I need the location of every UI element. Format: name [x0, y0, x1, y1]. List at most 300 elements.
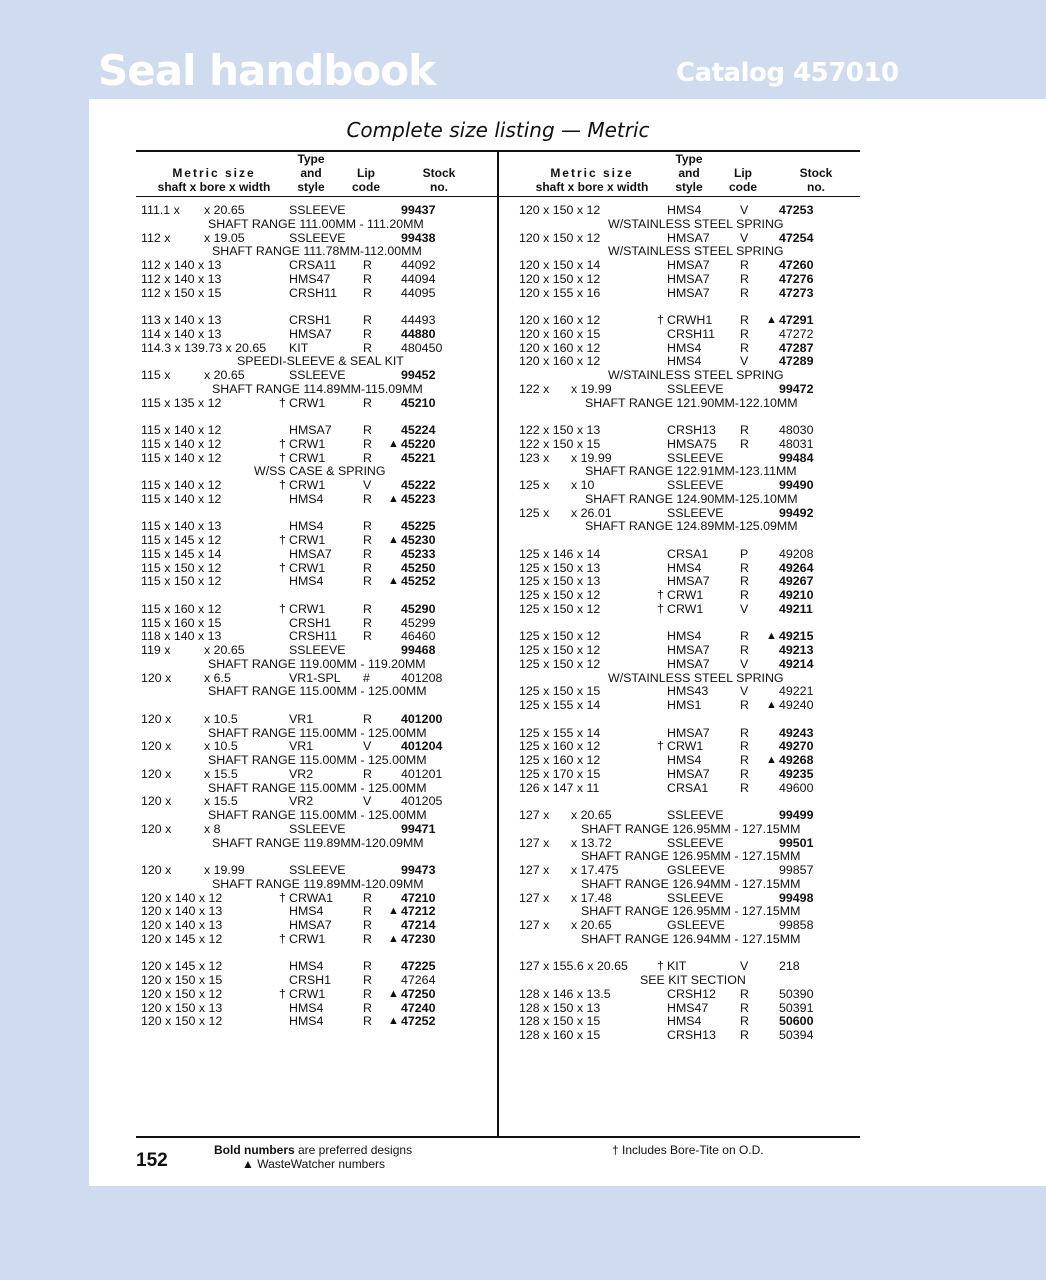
- table-row: [519, 328, 855, 342]
- table-row: [141, 328, 491, 342]
- lip-cell: R: [363, 533, 372, 547]
- style-cell: HMSA7: [289, 918, 332, 932]
- row-note: SHAFT RANGE 119.89MM-120.09MM: [212, 835, 424, 850]
- table-row: [141, 740, 491, 754]
- dagger-icon: †: [279, 890, 286, 905]
- style-cell: HMS4: [289, 1000, 324, 1015]
- note-row: [141, 355, 491, 369]
- style-cell: CRSH12: [667, 986, 716, 1001]
- size-cell: 120 x 140 x 12: [141, 890, 223, 905]
- style-cell: HMSA7: [667, 656, 710, 671]
- table-row: [519, 575, 855, 589]
- stock-cell: 99490: [779, 478, 814, 492]
- size-cell: 127 x: [519, 890, 550, 905]
- row-note: SHAFT RANGE 114.89MM-115.09MM: [212, 381, 423, 396]
- stock-no-label: no.: [430, 179, 448, 194]
- note-row: [141, 782, 491, 796]
- size-cell: 119 x: [141, 643, 171, 657]
- style-cell: HMS4: [667, 560, 702, 575]
- lip-label: Lip: [357, 166, 375, 180]
- metric-dims-label: shaft x bore x width: [157, 179, 271, 194]
- width-cell: x 20.65: [571, 808, 612, 822]
- note-row: [519, 905, 855, 919]
- size-cell: 128 x 150 x 13: [519, 1000, 601, 1015]
- style-cell: HMSA7: [667, 230, 710, 245]
- stock-cell: 45225: [401, 519, 436, 534]
- metric-size-label: Metric size: [172, 166, 256, 180]
- style-cell: SSLEEVE: [289, 230, 346, 245]
- lip-cell: R: [363, 546, 372, 561]
- lip-cell: R: [363, 258, 372, 272]
- note-row: [141, 809, 491, 823]
- dagger-icon: †: [279, 436, 286, 451]
- stock-cell: 480450: [401, 340, 443, 355]
- stock-cell: 45299: [401, 615, 436, 630]
- row-note: W/STAINLESS STEEL SPRING: [608, 244, 784, 259]
- table-row: [141, 314, 491, 328]
- lip-cell: R: [740, 423, 749, 437]
- row-note: SHAFT RANGE 115.00MM - 125.00MM: [208, 753, 427, 767]
- style-cell: CRW1: [289, 395, 326, 410]
- width-cell: x 13.72: [571, 835, 612, 850]
- lip-cell: R: [740, 285, 749, 300]
- row-note: SEE KIT SECTION: [640, 973, 746, 987]
- lip-cell: R: [740, 560, 749, 575]
- size-cell: 120 x 150 x 12: [141, 1014, 223, 1029]
- style-cell: VR2: [289, 766, 314, 781]
- spacer-row: [519, 713, 855, 727]
- size-cell: 120 x 140 x 13: [141, 904, 223, 919]
- style-cell: HMS4: [289, 519, 324, 534]
- style-cell: HMS4: [289, 574, 324, 589]
- row-note: SHAFT RANGE 126.94MM - 127.15MM: [581, 931, 801, 946]
- size-cell: 128 x 160 x 15: [519, 1028, 601, 1042]
- style-cell: HMS43: [667, 684, 709, 699]
- width-cell: x 8: [204, 821, 221, 836]
- size-cell: 120 x: [141, 863, 172, 877]
- lip-cell: #: [363, 670, 370, 685]
- size-cell: 125 x: [519, 478, 550, 492]
- stock-cell: 47253: [779, 203, 814, 217]
- lip-cell: R: [363, 423, 372, 437]
- size-cell: 115 x 150 x 12: [141, 574, 222, 589]
- lip-cell: R: [363, 904, 372, 919]
- lip-cell: R: [740, 258, 749, 272]
- style-cell: CRSA11: [289, 258, 337, 272]
- lip-cell: V: [740, 684, 749, 699]
- note-row: [519, 245, 855, 259]
- style-cell: CRW1: [667, 601, 704, 616]
- table-row: [519, 809, 855, 823]
- stock-cell: 50391: [779, 1000, 814, 1015]
- stock-cell: 99452: [401, 368, 436, 382]
- style-cell: HMS4: [667, 1014, 702, 1029]
- stock-cell: 45290: [401, 601, 436, 616]
- stock-cell: 48031: [779, 436, 814, 451]
- size-cell: 115 x 145 x 14: [141, 546, 222, 561]
- note-row: [141, 218, 491, 232]
- style-cell: VR1: [289, 739, 314, 754]
- lip-cell: R: [740, 436, 749, 451]
- style-cell: SSLEEVE: [289, 821, 346, 836]
- style-cell: CRW1: [289, 450, 326, 465]
- lip-cell: R: [363, 519, 372, 534]
- lip-cell: R: [740, 1014, 749, 1029]
- table-row: [519, 685, 855, 699]
- table-row: [519, 630, 855, 644]
- size-cell: 127 x: [519, 835, 550, 850]
- table-row: [141, 630, 491, 644]
- size-cell: 120 x 150 x 12: [141, 986, 223, 1001]
- size-cell: 115 x 140 x 13: [141, 519, 222, 534]
- stock-cell: 99484: [779, 450, 814, 465]
- style-cell: CRSH1: [289, 313, 331, 327]
- stock-no-label: no.: [807, 179, 825, 194]
- stock-cell: 49208: [779, 546, 814, 561]
- spacer-row: [141, 947, 491, 961]
- stock-cell: 49270: [779, 739, 814, 754]
- size-cell: 122 x: [519, 381, 550, 396]
- table-row: [141, 1015, 491, 1029]
- table-row: [141, 232, 491, 246]
- table-row: [519, 727, 855, 741]
- table-row: [519, 892, 855, 906]
- wastewatcher-icon: ▲: [388, 534, 399, 546]
- row-note: W/STAINLESS STEEL SPRING: [608, 368, 784, 382]
- table-row: [519, 589, 855, 603]
- stock-cell: 49264: [779, 560, 814, 575]
- size-cell: 115 x 160 x 12: [141, 601, 222, 616]
- stock-cell: 49221: [779, 684, 814, 699]
- wastewatcher-icon: ▲: [766, 699, 777, 711]
- dagger-icon: †: [657, 739, 664, 754]
- stock-cell: 45221: [401, 450, 436, 465]
- stock-cell: 49240: [779, 698, 814, 712]
- stock-cell: 47272: [779, 326, 814, 341]
- lip-cell: R: [363, 313, 372, 327]
- table-row: [519, 424, 855, 438]
- width-cell: x 19.99: [204, 863, 245, 877]
- table-row: [519, 864, 855, 878]
- stock-cell: 47273: [779, 285, 814, 300]
- size-cell: 120 x: [141, 821, 172, 836]
- dagger-icon: †: [657, 959, 664, 974]
- table-row: [141, 713, 491, 727]
- size-cell: 125 x 150 x 15: [519, 684, 601, 699]
- style-cell: SSLEEVE: [667, 478, 724, 492]
- style-cell: CRW1: [289, 601, 326, 616]
- table-row: [519, 452, 855, 466]
- right-lip-header: [723, 167, 763, 195]
- size-cell: 120 x: [141, 794, 172, 809]
- spacer-row: [519, 947, 855, 961]
- dagger-icon: †: [657, 588, 664, 602]
- table-row: [141, 424, 491, 438]
- type-style-label: style: [675, 179, 703, 194]
- stock-cell: 45222: [401, 478, 436, 492]
- stock-cell: 47225: [401, 959, 436, 974]
- style-cell: CRW1: [289, 436, 326, 451]
- table-row: [519, 232, 855, 246]
- metric-dims-label: shaft x bore x width: [535, 179, 649, 194]
- width-cell: x 17.475: [571, 863, 619, 877]
- style-cell: SSLEEVE: [667, 890, 724, 905]
- stock-cell: 44095: [401, 285, 436, 300]
- style-cell: SSLEEVE: [289, 368, 346, 382]
- lip-cell: R: [363, 931, 372, 946]
- type-label: Type: [297, 152, 325, 166]
- style-cell: HMS4: [667, 203, 702, 217]
- style-cell: CRSH11: [289, 629, 337, 644]
- stock-cell: 99437: [401, 203, 436, 217]
- note-row: [141, 658, 491, 672]
- table-row: [519, 287, 855, 301]
- size-cell: 125 x: [519, 505, 550, 520]
- style-cell: HMS4: [289, 904, 324, 919]
- note-row: [141, 245, 491, 259]
- size-cell: 114 x 140 x 13: [141, 326, 222, 341]
- lip-cell: R: [740, 725, 749, 740]
- lip-cell: V: [740, 354, 749, 369]
- row-note: SHAFT RANGE 124.90MM-125.10MM: [585, 491, 798, 506]
- stock-cell: 99498: [779, 890, 814, 905]
- note-row: [519, 397, 855, 411]
- table-row: [519, 314, 855, 328]
- row-note: SHAFT RANGE 115.00MM - 125.00MM: [208, 684, 427, 699]
- size-cell: 125 x 160 x 12: [519, 753, 601, 767]
- page-subtitle: Complete size listing — Metric: [346, 118, 650, 142]
- size-cell: 126 x 147 x 11: [519, 780, 600, 795]
- stock-cell: 401205: [401, 794, 443, 809]
- lip-cell: V: [363, 739, 372, 754]
- table-row: [519, 204, 855, 218]
- legend: [214, 1144, 412, 1171]
- stock-cell: 401208: [401, 670, 443, 685]
- note-row: [519, 520, 855, 534]
- row-note: SPEEDI-SLEEVE & SEAL KIT: [237, 354, 404, 369]
- table-row: [519, 1015, 855, 1029]
- table-row: [519, 699, 855, 713]
- style-cell: HMS4: [289, 1014, 324, 1029]
- size-cell: 120 x 150 x 12: [519, 230, 601, 245]
- dagger-icon: †: [279, 601, 286, 616]
- stock-cell: 45210: [401, 395, 436, 410]
- size-cell: 115 x 160 x 15: [141, 615, 222, 630]
- table-row: [519, 548, 855, 562]
- style-cell: HMS4: [667, 753, 702, 767]
- lip-cell: R: [363, 560, 372, 575]
- table-row: [141, 369, 491, 383]
- lip-cell: R: [740, 643, 749, 657]
- table-row: [519, 355, 855, 369]
- wastewatcher-icon: ▲: [388, 932, 399, 945]
- note-row: [519, 878, 855, 892]
- size-cell: 112 x: [141, 230, 171, 245]
- table-row: [141, 273, 491, 287]
- spacer-row: [141, 850, 491, 864]
- type-label: Type: [675, 152, 703, 166]
- left-stock-header: [414, 167, 464, 195]
- size-cell: 112 x 150 x 15: [141, 285, 222, 300]
- lip-cell: R: [740, 629, 749, 644]
- size-cell: 120 x 160 x 12: [519, 340, 601, 355]
- table-row: [519, 960, 855, 974]
- stock-cell: 99857: [779, 863, 814, 877]
- size-cell: 125 x 155 x 14: [519, 698, 601, 712]
- type-and-label: and: [300, 165, 322, 180]
- table-row: [141, 905, 491, 919]
- table-row: [141, 960, 491, 974]
- table-row: [141, 397, 491, 411]
- table-row: [519, 754, 855, 768]
- style-cell: GSLEEVE: [667, 918, 725, 932]
- table-row: [141, 768, 491, 782]
- size-cell: 115 x: [141, 368, 171, 382]
- note-row: [519, 823, 855, 837]
- wastewatcher-icon: ▲: [388, 492, 399, 505]
- lip-cell: R: [363, 615, 372, 630]
- style-cell: CRW1: [289, 931, 326, 946]
- style-cell: SSLEEVE: [667, 505, 724, 520]
- table-row: [519, 740, 855, 754]
- spacer-row: [141, 507, 491, 521]
- size-cell: 120 x 155 x 16: [519, 285, 601, 300]
- lip-cell: R: [363, 491, 372, 506]
- lip-cell: R: [740, 739, 749, 754]
- stock-cell: 44094: [401, 271, 436, 286]
- stock-cell: 49600: [779, 780, 814, 795]
- stock-cell: 99472: [779, 381, 814, 396]
- note-row: [141, 465, 491, 479]
- size-cell: 127 x 155.6 x 20.65: [519, 959, 628, 974]
- dagger-icon: †: [279, 533, 286, 547]
- size-cell: 125 x 150 x 13: [519, 560, 601, 575]
- lip-cell: R: [740, 340, 749, 355]
- row-note: SHAFT RANGE 122.91MM-123.11MM: [585, 464, 797, 479]
- table-row: [519, 837, 855, 851]
- row-note: SHAFT RANGE 115.00MM - 125.00MM: [208, 780, 427, 795]
- left-type-header: [281, 153, 341, 194]
- table-row: [141, 479, 491, 493]
- table-row: [141, 287, 491, 301]
- width-cell: x 19.99: [571, 381, 612, 396]
- spacer-row: [141, 589, 491, 603]
- stock-label: Stock: [799, 166, 833, 180]
- stock-cell: 47289: [779, 354, 814, 369]
- size-cell: 125 x 150 x 12: [519, 629, 601, 644]
- lip-cell: R: [740, 574, 749, 589]
- spacer-row: [519, 300, 855, 314]
- style-cell: CRW1: [289, 533, 326, 547]
- lip-cell: R: [740, 313, 749, 327]
- table-row: [519, 438, 855, 452]
- row-note: W/SS CASE & SPRING: [254, 464, 386, 479]
- table-row: [519, 562, 855, 576]
- size-cell: 120 x 150 x 14: [519, 258, 601, 272]
- note-row: [141, 837, 491, 851]
- lip-cell: V: [740, 203, 749, 217]
- dagger-icon: †: [279, 560, 286, 575]
- stock-cell: 49214: [779, 656, 814, 671]
- table-row: [141, 892, 491, 906]
- left-lip-header: [346, 167, 386, 195]
- stock-cell: 47240: [401, 1000, 436, 1015]
- style-cell: HMSA7: [667, 285, 710, 300]
- table-row: [141, 534, 491, 548]
- table-row: [519, 1002, 855, 1016]
- table-row: [141, 452, 491, 466]
- lip-cell: R: [363, 450, 372, 465]
- stock-cell: 45250: [401, 560, 436, 575]
- style-cell: CRSH13: [667, 1028, 716, 1042]
- stock-cell: 47214: [401, 918, 436, 932]
- stock-cell: 47287: [779, 340, 814, 355]
- size-cell: 112 x 140 x 13: [141, 271, 222, 286]
- stock-cell: 50394: [779, 1028, 814, 1042]
- dagger-icon: †: [657, 313, 664, 327]
- table-row: [519, 342, 855, 356]
- left-metric-header: [136, 167, 292, 195]
- size-cell: 120 x 145 x 12: [141, 931, 223, 946]
- style-cell: CRWA1: [289, 890, 334, 905]
- stock-cell: 47212: [401, 904, 436, 919]
- wastewatcher-icon: ▲: [388, 575, 399, 588]
- width-cell: x 15.5: [204, 794, 238, 809]
- stock-cell: 45223: [401, 491, 436, 506]
- size-cell: 115 x 140 x 12: [141, 436, 222, 451]
- catalog-number: Catalog 457010: [676, 58, 899, 88]
- note-row: [141, 878, 491, 892]
- width-cell: x 19.99: [571, 450, 612, 465]
- size-cell: 125 x 150 x 12: [519, 643, 601, 657]
- style-cell: CRWH1: [667, 313, 713, 327]
- table-row: [141, 204, 491, 218]
- column-divider: [497, 150, 499, 1138]
- lip-cell: R: [740, 588, 749, 602]
- lip-cell: R: [363, 1014, 372, 1029]
- style-cell: HMS47: [289, 271, 331, 286]
- row-note: SHAFT RANGE 121.90MM-122.10MM: [585, 395, 798, 410]
- size-cell: 115 x 140 x 12: [141, 478, 222, 492]
- style-cell: HMS4: [667, 629, 702, 644]
- lip-cell: R: [363, 986, 372, 1001]
- stock-cell: 99468: [401, 643, 436, 657]
- style-cell: KIT: [667, 959, 687, 974]
- style-cell: SSLEEVE: [289, 863, 346, 877]
- size-cell: 125 x 146 x 14: [519, 546, 601, 561]
- style-cell: HMSA7: [667, 725, 710, 740]
- table-row: [141, 795, 491, 809]
- row-note: SHAFT RANGE 126.95MM - 127.15MM: [581, 821, 801, 836]
- stock-cell: 45230: [401, 533, 436, 547]
- table-row: [519, 273, 855, 287]
- size-cell: 125 x 155 x 14: [519, 725, 601, 740]
- lip-cell: R: [363, 601, 372, 616]
- style-cell: VR2: [289, 794, 314, 809]
- stock-label: Stock: [422, 166, 456, 180]
- stock-cell: 47291: [779, 313, 814, 327]
- lip-cell: R: [363, 890, 372, 905]
- spacer-row: [141, 699, 491, 713]
- stock-cell: 49215: [779, 629, 814, 644]
- size-cell: 120 x 150 x 15: [141, 973, 223, 987]
- style-cell: CRSH1: [289, 615, 331, 630]
- table-row: [141, 1002, 491, 1016]
- handbook-title: Seal handbook: [98, 46, 436, 95]
- row-note: SHAFT RANGE 115.00MM - 125.00MM: [208, 725, 427, 740]
- style-cell: VR1-SPL: [289, 670, 341, 685]
- stock-cell: 50390: [779, 986, 814, 1001]
